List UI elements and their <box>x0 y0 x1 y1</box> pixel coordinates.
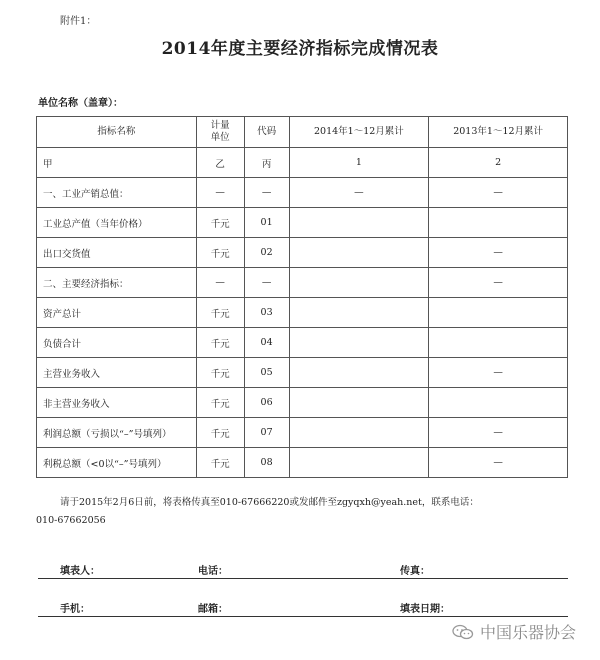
cell-unit: 千元 <box>196 448 244 478</box>
table-row <box>37 328 568 358</box>
fax-label: 传真： <box>400 566 430 577</box>
table-row <box>37 268 568 298</box>
cell-2014: 1 <box>289 148 429 178</box>
cell-code: 08 <box>244 448 289 478</box>
indicator-table <box>36 116 568 478</box>
cell-code: 丙 <box>244 148 289 178</box>
table-row <box>37 298 568 328</box>
col-indicator-name: 指标名称 <box>37 117 197 148</box>
cell-2013: — <box>429 268 568 298</box>
cell-unit: 乙 <box>196 148 244 178</box>
email-label: 邮箱： <box>198 604 228 615</box>
cell-2014: — <box>289 178 429 208</box>
signature-line-2 <box>38 616 568 617</box>
table-row <box>37 238 568 268</box>
unit-name-label: 单位名称（盖章）： <box>38 98 123 109</box>
cell-2013 <box>429 208 568 238</box>
cell-name: 负债合计 <box>37 328 197 358</box>
cell-2013: 2 <box>429 148 568 178</box>
cell-2014 <box>289 328 429 358</box>
signature-line-1 <box>38 578 568 579</box>
cell-2014 <box>289 418 429 448</box>
attachment-label: 附件1： <box>60 16 97 27</box>
submission-note <box>36 494 560 530</box>
cell-name: 利润总额（亏损以“–”号填列） <box>37 418 197 448</box>
date-label: 填表日期： <box>400 604 450 615</box>
table-header-row <box>37 117 568 148</box>
col-unit: 计量单位 <box>196 117 244 148</box>
cell-code: 01 <box>244 208 289 238</box>
col-code: 代码 <box>244 117 289 148</box>
cell-2013: — <box>429 418 568 448</box>
cell-unit: — <box>196 178 244 208</box>
col-2013: 2013年1～12月累计 <box>429 117 568 148</box>
watermark-text: 中国乐器协会 <box>479 623 576 642</box>
table-row <box>37 388 568 418</box>
cell-2013: — <box>429 178 568 208</box>
cell-name: 甲 <box>37 148 197 178</box>
cell-code: 02 <box>244 238 289 268</box>
cell-code: 07 <box>244 418 289 448</box>
cell-name: 主营业务收入 <box>37 358 197 388</box>
cell-2014 <box>289 238 429 268</box>
cell-unit: 千元 <box>196 388 244 418</box>
cell-2014 <box>289 268 429 298</box>
wechat-icon <box>452 624 474 640</box>
cell-name: 利税总额（<0以“–”号填列） <box>37 448 197 478</box>
cell-code: 05 <box>244 358 289 388</box>
cell-2013: — <box>429 358 568 388</box>
cell-2013: — <box>429 238 568 268</box>
cell-2013: — <box>429 448 568 478</box>
cell-unit: 千元 <box>196 208 244 238</box>
cell-2014 <box>289 208 429 238</box>
cell-name: 一、工业产销总值： <box>37 178 197 208</box>
table-row <box>37 178 568 208</box>
cell-unit: 千元 <box>196 358 244 388</box>
cell-2014 <box>289 358 429 388</box>
table-row <box>37 148 568 178</box>
cell-name: 出口交货值 <box>37 238 197 268</box>
col-2014: 2014年1～12月累计 <box>289 117 429 148</box>
cell-unit: 千元 <box>196 328 244 358</box>
cell-code: — <box>244 268 289 298</box>
cell-code: — <box>244 178 289 208</box>
watermark <box>452 620 576 643</box>
cell-2014 <box>289 388 429 418</box>
cell-2014 <box>289 448 429 478</box>
cell-code: 06 <box>244 388 289 418</box>
table-row <box>37 418 568 448</box>
cell-unit: 千元 <box>196 418 244 448</box>
note-line-2: 010-67662056 <box>36 515 106 526</box>
cell-unit: — <box>196 268 244 298</box>
cell-name: 资产总计 <box>37 298 197 328</box>
note-line-1: 请于2015年2月6日前，将表格传真至010-67666220或发邮件至zgyqxh@yeah.net，联系电话： <box>60 497 479 508</box>
cell-2013 <box>429 388 568 418</box>
cell-name: 非主营业务收入 <box>37 388 197 418</box>
page-title: 2014年度主要经济指标完成情况表 <box>161 39 439 59</box>
table-row <box>37 448 568 478</box>
mobile-label: 手机： <box>60 604 90 615</box>
cell-name: 二、主要经济指标： <box>37 268 197 298</box>
cell-unit: 千元 <box>196 298 244 328</box>
cell-name: 工业总产值（当年价格） <box>37 208 197 238</box>
phone-label: 电话： <box>198 566 228 577</box>
filler-label: 填表人： <box>60 566 100 577</box>
cell-2014 <box>289 298 429 328</box>
cell-code: 03 <box>244 298 289 328</box>
table-row <box>37 208 568 238</box>
cell-2013 <box>429 298 568 328</box>
cell-code: 04 <box>244 328 289 358</box>
table-row <box>37 358 568 388</box>
cell-2013 <box>429 328 568 358</box>
cell-unit: 千元 <box>196 238 244 268</box>
